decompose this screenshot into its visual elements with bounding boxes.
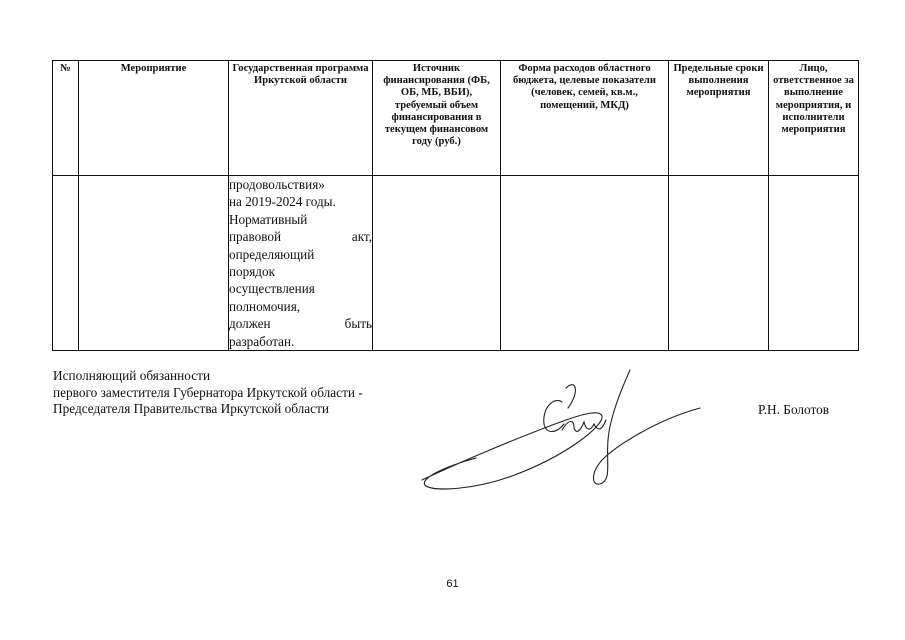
cell-program bbox=[229, 176, 373, 351]
header-deadline: Предельные сроки выполнения мероприятия bbox=[669, 61, 769, 176]
table-row bbox=[53, 176, 859, 351]
header-funding-source: Источник финансирования (ФБ, ОБ, МБ, ВБИ), требуемый объем финансирования в текущем финансовом году (руб.) bbox=[373, 61, 501, 176]
signature-title-block bbox=[53, 368, 363, 418]
header-number: № bbox=[53, 61, 79, 176]
program-line: продовольствия» bbox=[229, 177, 325, 192]
header-responsible: Лицо, ответственное за выполнение мероприятия, и исполнители мероприятия bbox=[769, 61, 859, 176]
cell-funding-source bbox=[373, 176, 501, 351]
handwritten-signature bbox=[416, 368, 706, 498]
program-line: Нормативный bbox=[229, 211, 308, 227]
header-program: Государственная программа Иркутской области bbox=[229, 61, 373, 176]
program-line: определяющий bbox=[229, 246, 315, 262]
table-header-row bbox=[53, 61, 859, 176]
program-line: должен быть bbox=[229, 316, 372, 332]
program-line: полномочия, bbox=[229, 298, 301, 314]
signature-title-line: первого заместителя Губернатора Иркутской области - bbox=[53, 384, 363, 400]
program-line: правовой акт, bbox=[229, 229, 372, 245]
signer-name: Р.Н. Болотов bbox=[758, 402, 830, 417]
program-line: порядок bbox=[229, 264, 276, 280]
plan-table bbox=[52, 60, 859, 351]
cell-number bbox=[53, 176, 79, 351]
cell-responsible bbox=[769, 176, 859, 351]
signature-title-line: Исполняющий обязанности bbox=[53, 368, 211, 383]
cell-deadline bbox=[669, 176, 769, 351]
cell-expense-form bbox=[501, 176, 669, 351]
header-expense-form: Форма расходов областного бюджета, целевые показатели (человек, семей, кв.м., помещений, МКД) bbox=[501, 61, 669, 176]
program-line: разработан. bbox=[229, 333, 295, 349]
signature-title-line: Председателя Правительства Иркутской области bbox=[53, 401, 330, 417]
page-number: 61 bbox=[446, 578, 459, 590]
program-line: осуществления bbox=[229, 281, 315, 297]
header-activity: Мероприятие bbox=[79, 61, 229, 176]
program-line: на 2019-2024 годы. bbox=[229, 194, 336, 210]
cell-activity bbox=[79, 176, 229, 351]
